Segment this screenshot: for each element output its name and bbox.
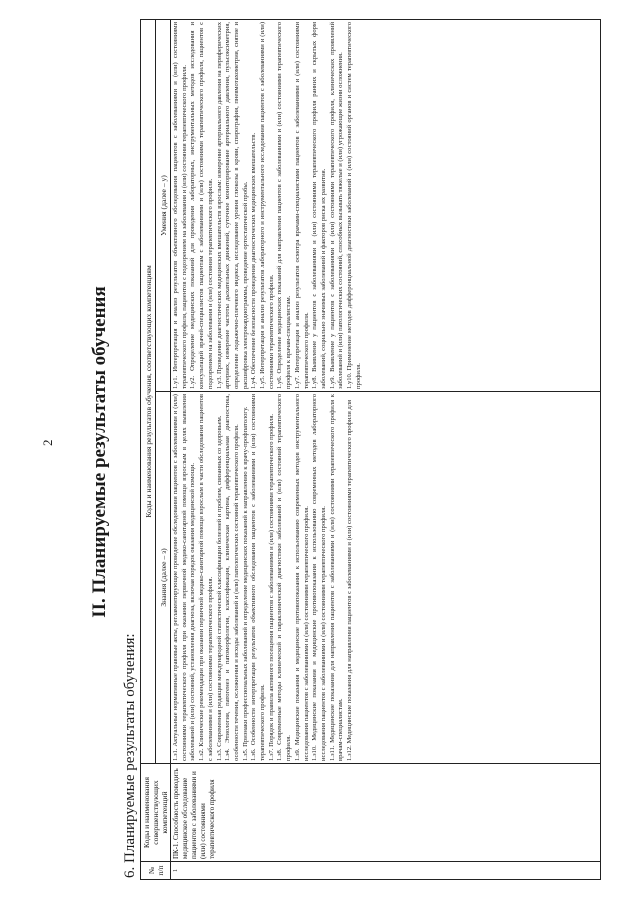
row-skills-cell <box>171 19 601 391</box>
header-skills: Умения (далее – у) <box>156 19 171 391</box>
row-num: 1 <box>171 862 601 880</box>
list-item: 1.у6. Определение медицинских показаний для направления пациентов с заболеваниями и (или) состояниями терапевтического профиля к врачам-специалистам. <box>276 21 293 389</box>
table-caption: 6. Планируемые результаты обучения: <box>122 633 138 878</box>
list-item: 1.з5. Признаки профессиональных заболеваний и определение медицинских показаний к направлению к врачу-профпатологу. <box>241 406 249 761</box>
list-item: 1.з10. Медицинские показания и медицинские противопоказания к использованию современных методов лабораторного исследования пациентов с заболеваниями и (или) состояниями терапевтического профиля. <box>311 394 327 761</box>
list-item: 1.з1. Актуальные нормативные правовые акты, регламентирующие проведение обследования пациентов с заболеваниями и (или) состояниями терапевтического профиля при оказании первичной медико-санитарной помощи взрослым в целях выявления заболеваний и (или) состояний, установления диагноза, включая порядок оказания медицинской помощи. <box>172 394 197 761</box>
header-num: № п/п <box>141 862 171 880</box>
header-row-top <box>141 19 156 879</box>
list-item: 1.з8. Современные методы клинической и параклинической диагностики заболеваний и (или) состояний терапевтического профиля. <box>276 394 293 761</box>
skills-list <box>172 22 599 389</box>
section-title: II. Планируемые результаты обучения <box>89 286 110 618</box>
learning-outcomes-table <box>140 19 601 880</box>
row-knowledge-cell <box>171 392 601 764</box>
header-knowledge: Знания (далее – з) <box>156 392 171 764</box>
list-item: 1.у7. Интерпретация и анализ результатов осмотра врачами-специалистами пациентов с заболеваниями и (или) состояниями терапевтического профиля. <box>293 21 310 389</box>
list-item: 1.з7. Порядок и правила активного посещения пациентов с заболеваниями и (или) состояниями терапевтического профиля. <box>267 413 275 761</box>
list-item: 1.у9. Выявление у пациентов с заболеваниями и (или) состояниями терапевтического профиля, клинических проявлений заболеваний и (или) патологических состояний, способных вызывать тяжелые и (или) угрожающие жизни осложнения. <box>328 21 345 389</box>
table-row <box>171 19 601 879</box>
rotated-table-block <box>120 20 625 880</box>
list-item: 1.з12. Медицинские показания для направления пациентов с заболеваниями и (или) состояниями терапевтического профиля для <box>346 399 354 761</box>
list-item: 1.з2. Клинические рекомендации при оказании первичной медико-санитарной помощи взрослым в части обследования пациентов с заболеваниями и (или) состояниями терапевтического профиля. <box>198 394 214 761</box>
header-results-group: Коды и наименования результатов обучения, соответствующих компетенциям <box>141 19 156 763</box>
knowledge-list <box>172 394 599 761</box>
list-item: 1.у3. Проведение диагностических медицинских вмешательств взрослым: измерение артериального давления на периферических артериях, измерение частоты дыхательных движений, суточное мониторирование артериального давления, пульсоксиметрия, определение лодыжечно-плечевого индекса, исследование уровня глюкозы в крови, спирография, пневмотахометрия, снятие и расшифровка электрокардиограммы, проведение ортостатической пробы. <box>215 21 249 389</box>
row-competency: ПК-1. Способность проводить медицинское обследование пациентов с заболеваниями и (или) состояниями терапевтического профиля <box>171 764 601 862</box>
list-item: 1.з4. Этиология, патогенез и патоморфология, классификация, клиническая картина, дифференциальная диагностика, особенности течения, осложнения и исходы заболеваний и (или) патологических состояний терапевтического профиля. <box>224 394 240 761</box>
list-item: 1.з11. Медицинские показания для направления пациентов с заболеваниями и (или) состояниями терапевтического профиля к врачам-специалистам. <box>328 394 345 761</box>
list-item: 1.у8. Выявление у пациентов с заболеваниями и (или) состояниями терапевтического профиля ранних и скрытых форм заболеваний, социально значимых заболеваний и факторов риска их развития. <box>311 21 327 389</box>
header-competency: Коды и наименования совершенствующих компетенций <box>141 764 171 862</box>
list-item: 1.у5. Интерпретация и анализ результатов лабораторного и инструментального исследования пациентов с заболеваниями и (или) состояниями терапевтического профиля. <box>259 21 275 389</box>
list-item: 1.з6. Особенности интерпретации результатов объективного обследования пациентов с заболеваниями и (или) состояниями терапевтического профиля. <box>250 394 267 761</box>
list-item: 1.у10. Применение методов дифференциальной диагностики заболеваний и (или) состояний органов и систем терапевтического профиля. <box>346 21 362 389</box>
list-item: 1.у2. Определение медицинских показаний для проведения лабораторных, инструментальных методов исследования и консультаций врачей-специалистов пациентам с заболеваниями и (или) состояниями терапевтического профиля, пациентов с подозрением на заболевания и (или) состояния терапевтического профиля. <box>189 21 214 389</box>
list-item: 1.у4. Обеспечение безопасности проведения диагностических медицинских вмешательств. <box>250 132 258 389</box>
list-item: 1.у1. Интерпретация и анализ результатов объективного обследования пациентов с заболеваниями и (или) состояниями терапевтического профиля, пациентов с подозрением на заболевания и (или) состояния терапевтического профиля. <box>172 21 188 389</box>
list-item: 1.з9. Медицинские показания и медицинские противопоказания к использованию современных методов инструментального исследования пациентов с заболеваниями и (или) состояниями терапевтического профиля. <box>293 394 310 761</box>
page-number: 2 <box>40 439 55 446</box>
header-row-bottom <box>156 19 171 879</box>
list-item: 1.з3. Современная редакция международной статистической классификации болезней и проблем, связанных со здоровьем. <box>215 415 223 761</box>
